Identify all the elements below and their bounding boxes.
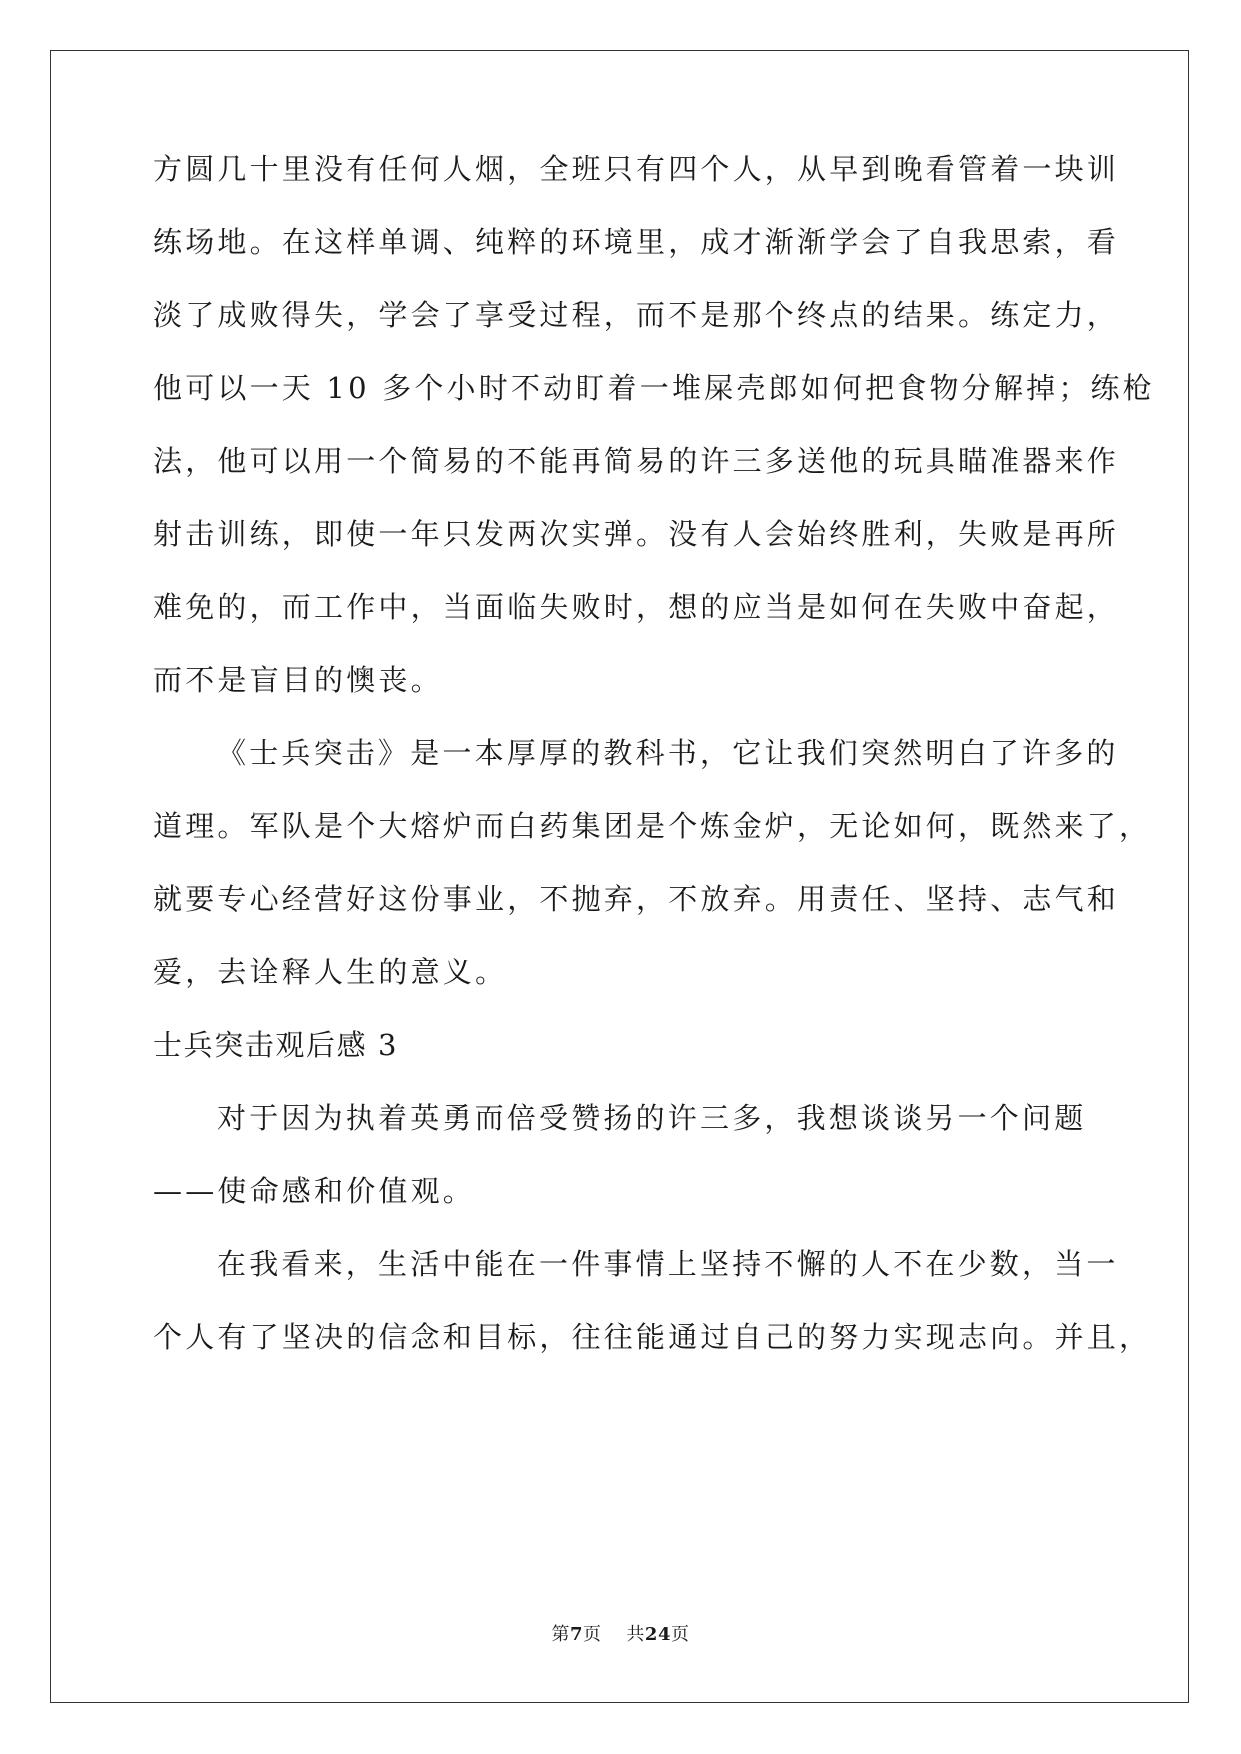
text-line: 难免的，而工作中，当面临失败时，想的应当是如何在失败中奋起，	[153, 590, 1120, 624]
text-line: 法，他可以用一个简易的不能再简易的许三多送他的玩具瞄准器来作	[153, 444, 1120, 478]
text-line: 射击训练，即使一年只发两次实弹。没有人会始终胜利，失败是再所	[153, 517, 1120, 551]
paragraph-start-line: 在我看来，生活中能在一件事情上坚持不懈的人不在少数，当一	[217, 1247, 1119, 1281]
text-line: ——使命感和价值观。	[153, 1174, 476, 1208]
text-line: 他可以一天 10 多个小时不动盯着一堆屎壳郎如何把食物分解掉；练枪	[153, 371, 1155, 405]
text-line: 个人有了坚决的信念和目标，往往能通过自己的努力实现志向。并且，	[153, 1320, 1152, 1354]
text-line: 而不是盲目的懊丧。	[153, 663, 443, 697]
page-footer	[0, 1624, 1241, 1646]
page-number: 7	[570, 1624, 584, 1645]
page-suffix: 页	[583, 1624, 602, 1645]
text-line: 就要专心经营好这份事业，不抛弃，不放弃。用责任、坚持、志气和	[153, 882, 1120, 916]
text-line: 淡了成败得失，学会了享受过程，而不是那个终点的结果。练定力，	[153, 298, 1120, 332]
text-line: 练场地。在这样单调、纯粹的环境里，成才渐渐学会了自我思索，看	[153, 225, 1120, 259]
text-line: 爱，去诠释人生的意义。	[153, 955, 508, 989]
total-pages: 24	[644, 1624, 671, 1645]
section-heading: 士兵突击观后感 3	[153, 1028, 399, 1062]
total-prefix: 共	[626, 1624, 645, 1645]
text-line: 道理。军队是个大熔炉而白药集团是个炼金炉，无论如何，既然来了，	[153, 809, 1152, 843]
total-suffix: 页	[670, 1624, 690, 1645]
text-line: 方圆几十里没有任何人烟，全班只有四个人，从早到晚看管着一块训	[153, 152, 1120, 186]
paragraph-start-line: 《士兵突击》是一本厚厚的教科书，它让我们突然明白了许多的	[217, 736, 1119, 770]
paragraph-start-line: 对于因为执着英勇而倍受赞扬的许三多，我想谈谈另一个问题	[217, 1101, 1087, 1135]
page-prefix: 第	[551, 1624, 570, 1645]
